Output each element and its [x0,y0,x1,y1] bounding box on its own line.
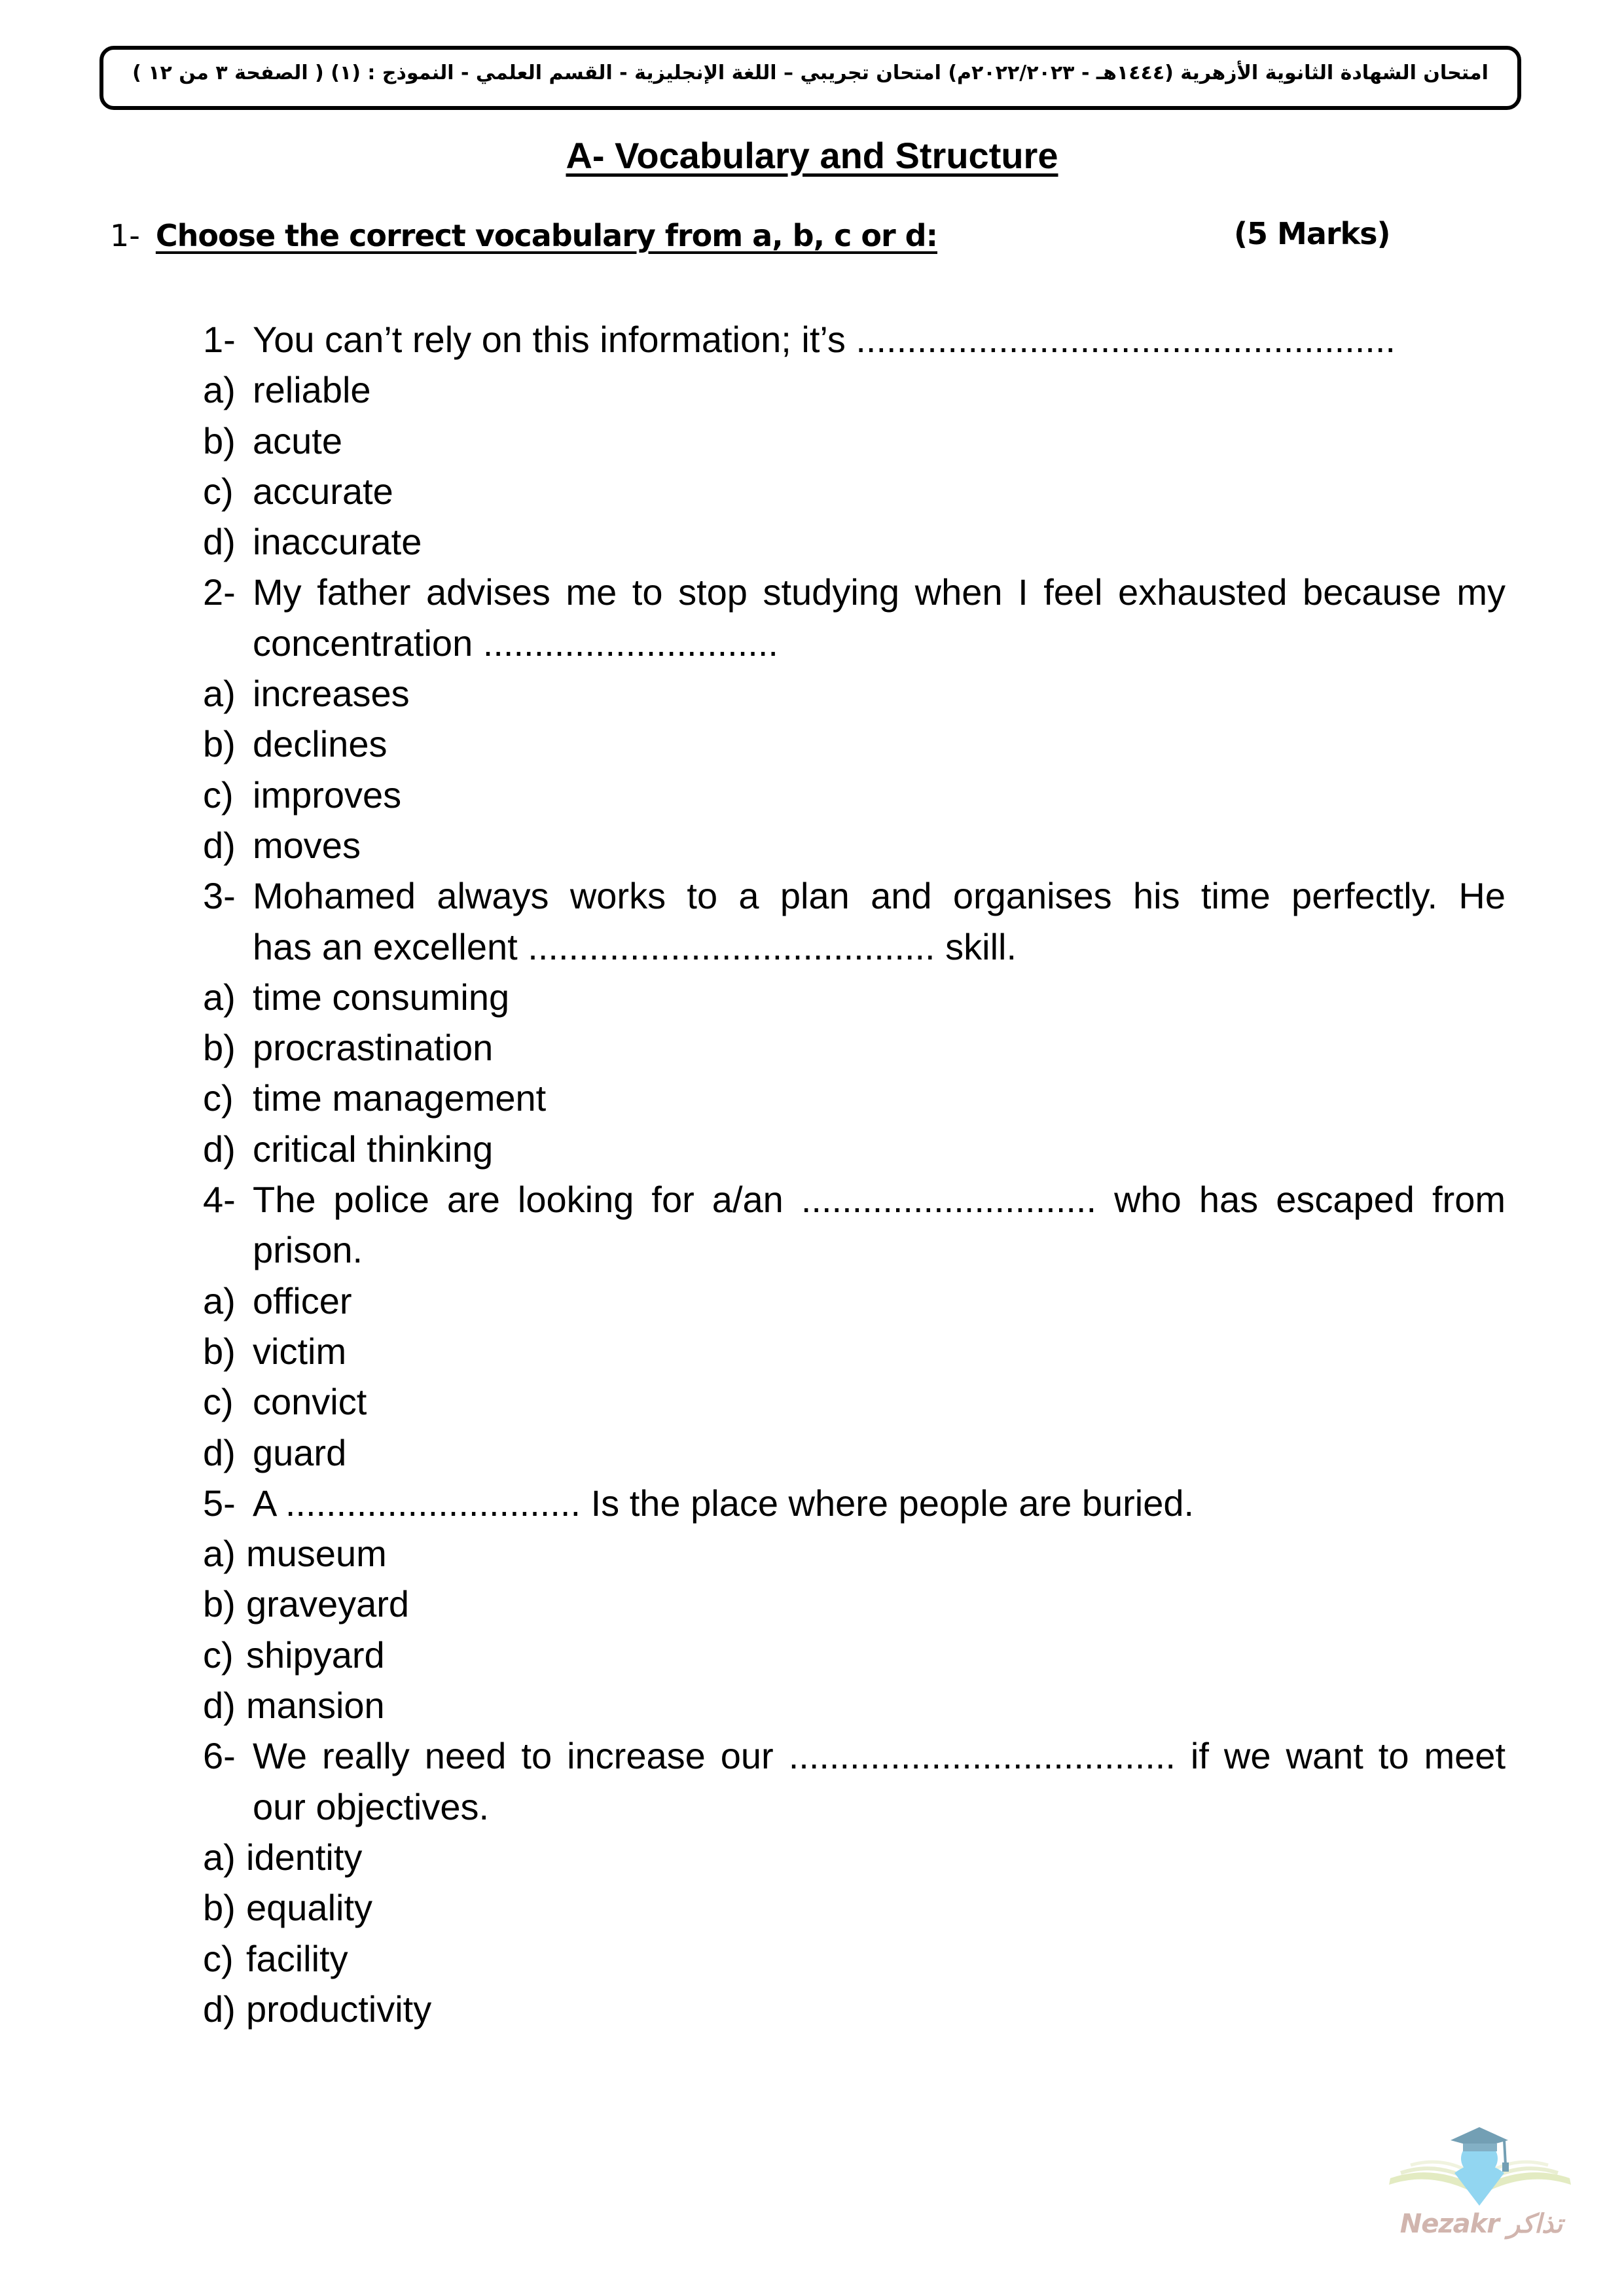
option-label: a) [203,1280,236,1321]
option-text: moves [253,824,361,866]
option[interactable] [203,1630,1506,1680]
question-text: My father advises me to stop studying when I feel exhausted because my [253,571,1506,613]
option-label: b) [203,420,236,461]
question-list [203,314,1506,2034]
option-text: declines [253,723,388,765]
exam-header-box [99,46,1521,110]
option-text: facility [246,1937,348,1979]
question-5 [203,1478,1506,1731]
option-text: procrastination [253,1027,494,1069]
question-4 [203,1174,1506,1478]
question-text: A ............................. Is the place where people are buried. [253,1482,1195,1524]
option-text: inaccurate [253,521,422,563]
option-text: officer [253,1280,352,1321]
question-number: 3- [203,875,236,917]
question-stem [203,1731,1506,1781]
marks-label: (5 Marks) [1234,216,1390,251]
option[interactable] [203,1984,1506,2034]
option[interactable] [203,770,1506,820]
question-1 [203,314,1506,567]
option-text: identity [246,1836,363,1878]
option-label: b) [203,723,236,765]
question-stem [203,1478,1506,1528]
option-label: a) [203,1533,236,1575]
option[interactable] [203,466,1506,516]
option-text: graveyard [246,1583,410,1625]
option[interactable] [203,1680,1506,1731]
graduate-book-logo-icon [1381,2108,1578,2212]
question-number: 2- [203,571,236,613]
question-number: 5- [203,1482,236,1524]
option-text: improves [253,774,402,816]
exam-header-text: امتحان الشهادة الثانوية الأزهرية (١٤٤٤هـ - ٢٠٢٢/٢٠٢٣م) امتحان تجريبي – اللغة الإنجليزية - القسم العلمي - النموذج : (١) ( الصفحة ٣ من ١٢ ) [132,62,1489,84]
question-text: Mohamed always works to a plan and organises his time perfectly. He [253,875,1506,917]
option[interactable] [203,1124,1506,1174]
option-label: b) [203,1887,236,1929]
question-stem [203,567,1506,617]
option-text: mansion [246,1685,385,1727]
question-stem [203,870,1506,921]
question-text: has an excellent ........................................ skill. [253,925,1017,967]
option-text: convict [253,1381,367,1423]
option[interactable] [203,668,1506,719]
question-text-continued [203,922,1506,972]
option-label: b) [203,1027,236,1069]
option-label: b) [203,1330,236,1372]
option-label: c) [203,774,234,816]
question-text-continued [203,1225,1506,1275]
option-label: a) [203,673,236,715]
instruction-text: Choose the correct vocabulary from a, b, c or d: [155,218,938,253]
option[interactable] [203,820,1506,870]
option-text: guard [253,1431,347,1473]
option-text: accurate [253,470,393,512]
question-text: The police are looking for a/an ............................. who has escaped from [253,1179,1506,1221]
option-label: d) [203,1431,236,1473]
instruction-line [110,216,937,254]
option[interactable] [203,416,1506,466]
question-text-continued [203,618,1506,668]
option[interactable] [203,972,1506,1022]
section-title-text: A- Vocabulary and Structure [566,135,1058,176]
option-text: equality [246,1887,373,1929]
option-text: acute [253,420,342,461]
option-text: time consuming [253,976,510,1018]
question-stem [203,314,1506,365]
option-label: c) [203,1937,234,1979]
option-text: time management [253,1077,547,1119]
question-text: our objectives. [253,1785,490,1827]
option[interactable] [203,1528,1506,1579]
option-text: reliable [253,369,371,411]
option-label: d) [203,1128,236,1170]
option-label: d) [203,824,236,866]
option-label: d) [203,521,236,563]
option-label: d) [203,1685,236,1727]
option[interactable] [203,1427,1506,1478]
option[interactable] [203,1276,1506,1326]
option[interactable] [203,1832,1506,1882]
option[interactable] [203,1022,1506,1073]
question-stem [203,1174,1506,1225]
option[interactable] [203,1933,1506,1984]
option[interactable] [203,1073,1506,1123]
option[interactable] [203,516,1506,567]
option-label: c) [203,1634,234,1676]
option-text: victim [253,1330,347,1372]
question-3 [203,870,1506,1174]
instruction-number: 1- [110,218,140,253]
option-label: c) [203,470,234,512]
option-text: productivity [246,1988,432,2030]
question-6 [203,1731,1506,2034]
question-text-continued [203,1782,1506,1832]
nezakr-watermark [1381,2108,1578,2258]
option-label: a) [203,1836,236,1878]
option-label: a) [203,369,236,411]
watermark-text: Nezakr تذاكر [1399,2209,1563,2239]
option-text: shipyard [246,1634,385,1676]
option-label: c) [203,1077,234,1119]
question-text: prison. [253,1229,363,1271]
section-title [0,134,1624,177]
option-text: increases [253,673,410,715]
question-number: 1- [203,319,236,360]
option[interactable] [203,1376,1506,1427]
option-text: museum [246,1533,387,1575]
option[interactable] [203,1326,1506,1376]
question-number: 6- [203,1735,236,1777]
question-text: You can’t rely on this information; it’s ..................................................... [253,319,1396,360]
question-number: 4- [203,1179,236,1221]
option-label: b) [203,1583,236,1625]
option-text: critical thinking [253,1128,494,1170]
question-text: concentration ............................. [253,622,778,664]
question-text: We really need to increase our ...................................... if we want to meet [253,1735,1506,1777]
option[interactable] [203,1882,1506,1933]
option[interactable] [203,719,1506,769]
option[interactable] [203,1579,1506,1629]
option-label: d) [203,1988,236,2030]
question-2 [203,567,1506,870]
option-label: c) [203,1381,234,1423]
option-label: a) [203,976,236,1018]
option[interactable] [203,365,1506,415]
